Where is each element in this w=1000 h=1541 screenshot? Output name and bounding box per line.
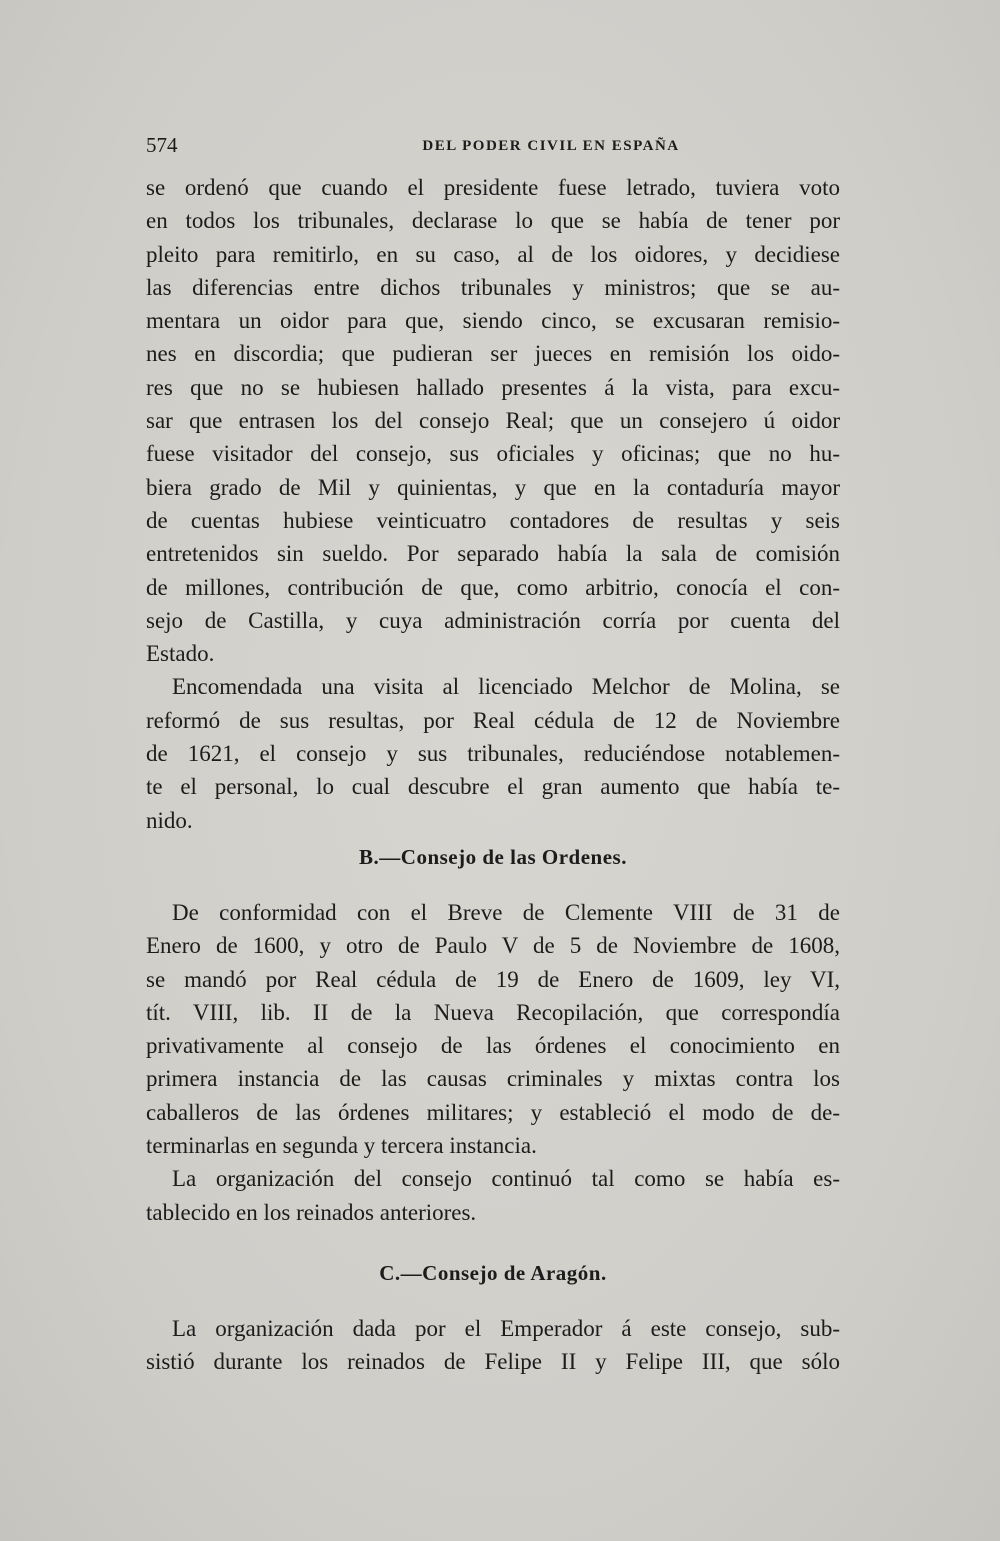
text-line: Enero de 1600, y otro de Paulo V de 5 de Noviembre de 1608, — [146, 933, 840, 959]
text-line: pleito para remitirlo, en su caso, al de los oidores, y decidiese — [146, 241, 840, 267]
text-line: se ordenó que cuando el presidente fuese letrado, tuviera voto — [146, 175, 840, 200]
text-line: se mandó por Real cédula de 19 de Enero de 1609, ley VI, — [146, 966, 840, 992]
text-line: nes en discordia; que pudieran ser jueces en remisión los oido- — [146, 341, 840, 367]
text-line: Estado. — [146, 641, 215, 667]
text-line: reformó de sus resultas, por Real cédula de 12 de Noviembre — [146, 707, 840, 733]
text-line: te el personal, lo cual descubre el gran aumento que había te- — [146, 774, 840, 800]
text-block-consejo-aragon — [146, 1312, 840, 1379]
text-line: mentara un oidor para que, siendo cinco, se excusaran remisio- — [146, 308, 840, 334]
text-line: sistió durante los reinados de Felipe II y Felipe III, que sólo — [146, 1349, 840, 1375]
running-head — [146, 130, 836, 160]
text-line: La organización del consejo continuó tal como se había es- — [172, 1166, 840, 1192]
text-line: primera instancia de las causas criminales y mixtas contra los — [146, 1066, 840, 1092]
text-line: las diferencias entre dichos tribunales y ministros; que se au- — [146, 274, 840, 300]
text-block-consejo-ordenes — [146, 896, 840, 1229]
text-line: res que no se hubiesen hallado presentes á la vista, para excu- — [146, 374, 840, 400]
text-line: fuese visitador del consejo, sus oficiales y oficinas; que no hu- — [146, 441, 840, 467]
text-line: sejo de Castilla, y cuya administración corría por cuenta del — [146, 607, 840, 633]
text-line: de 1621, el consejo y sus tribunales, reduciéndose notablemen- — [146, 741, 840, 767]
text-line: de millones, contribución de que, como arbitrio, conocía el con- — [146, 574, 840, 600]
section-heading-b: B.—Consejo de las Ordenes. — [359, 845, 627, 869]
text-block-consejo-castilla — [146, 171, 840, 837]
text-line: tablecido en los reinados anteriores. — [146, 1199, 477, 1225]
text-line: de cuentas hubiese veinticuatro contadores de resultas y seis — [146, 507, 840, 533]
text-line: caballeros de las órdenes militares; y estableció el modo de de- — [146, 1099, 840, 1125]
text-line: Encomendada una visita al licenciado Melchor de Molina, se — [172, 674, 840, 700]
text-line: La organización dada por el Emperador á este consejo, sub- — [172, 1316, 840, 1341]
section-heading-c: C.—Consejo de Aragón. — [379, 1261, 607, 1285]
text-line: sar que entrasen los del consejo Real; que un consejero ú oidor — [146, 408, 840, 434]
text-line: biera grado de Mil y quinientas, y que en la contaduría mayor — [146, 474, 840, 500]
text-line: en todos los tribunales, declarase lo que se había de tener por — [146, 208, 840, 234]
running-title: DEL PODER CIVIL EN ESPAÑA — [422, 138, 680, 154]
text-line: privativamente al consejo de las órdenes el conocimiento en — [146, 1033, 840, 1059]
text-line: entretenidos sin sueldo. Por separado había la sala de comisión — [146, 541, 840, 567]
text-line: terminarlas en segunda y tercera instancia. — [146, 1133, 537, 1159]
text-line: tít. VIII, lib. II de la Nueva Recopilación, que correspondía — [146, 999, 840, 1025]
text-line: De conformidad con el Breve de Clemente VIII de 31 de — [172, 900, 840, 925]
text-line: nido. — [146, 807, 193, 833]
page-number: 574 — [146, 133, 178, 157]
